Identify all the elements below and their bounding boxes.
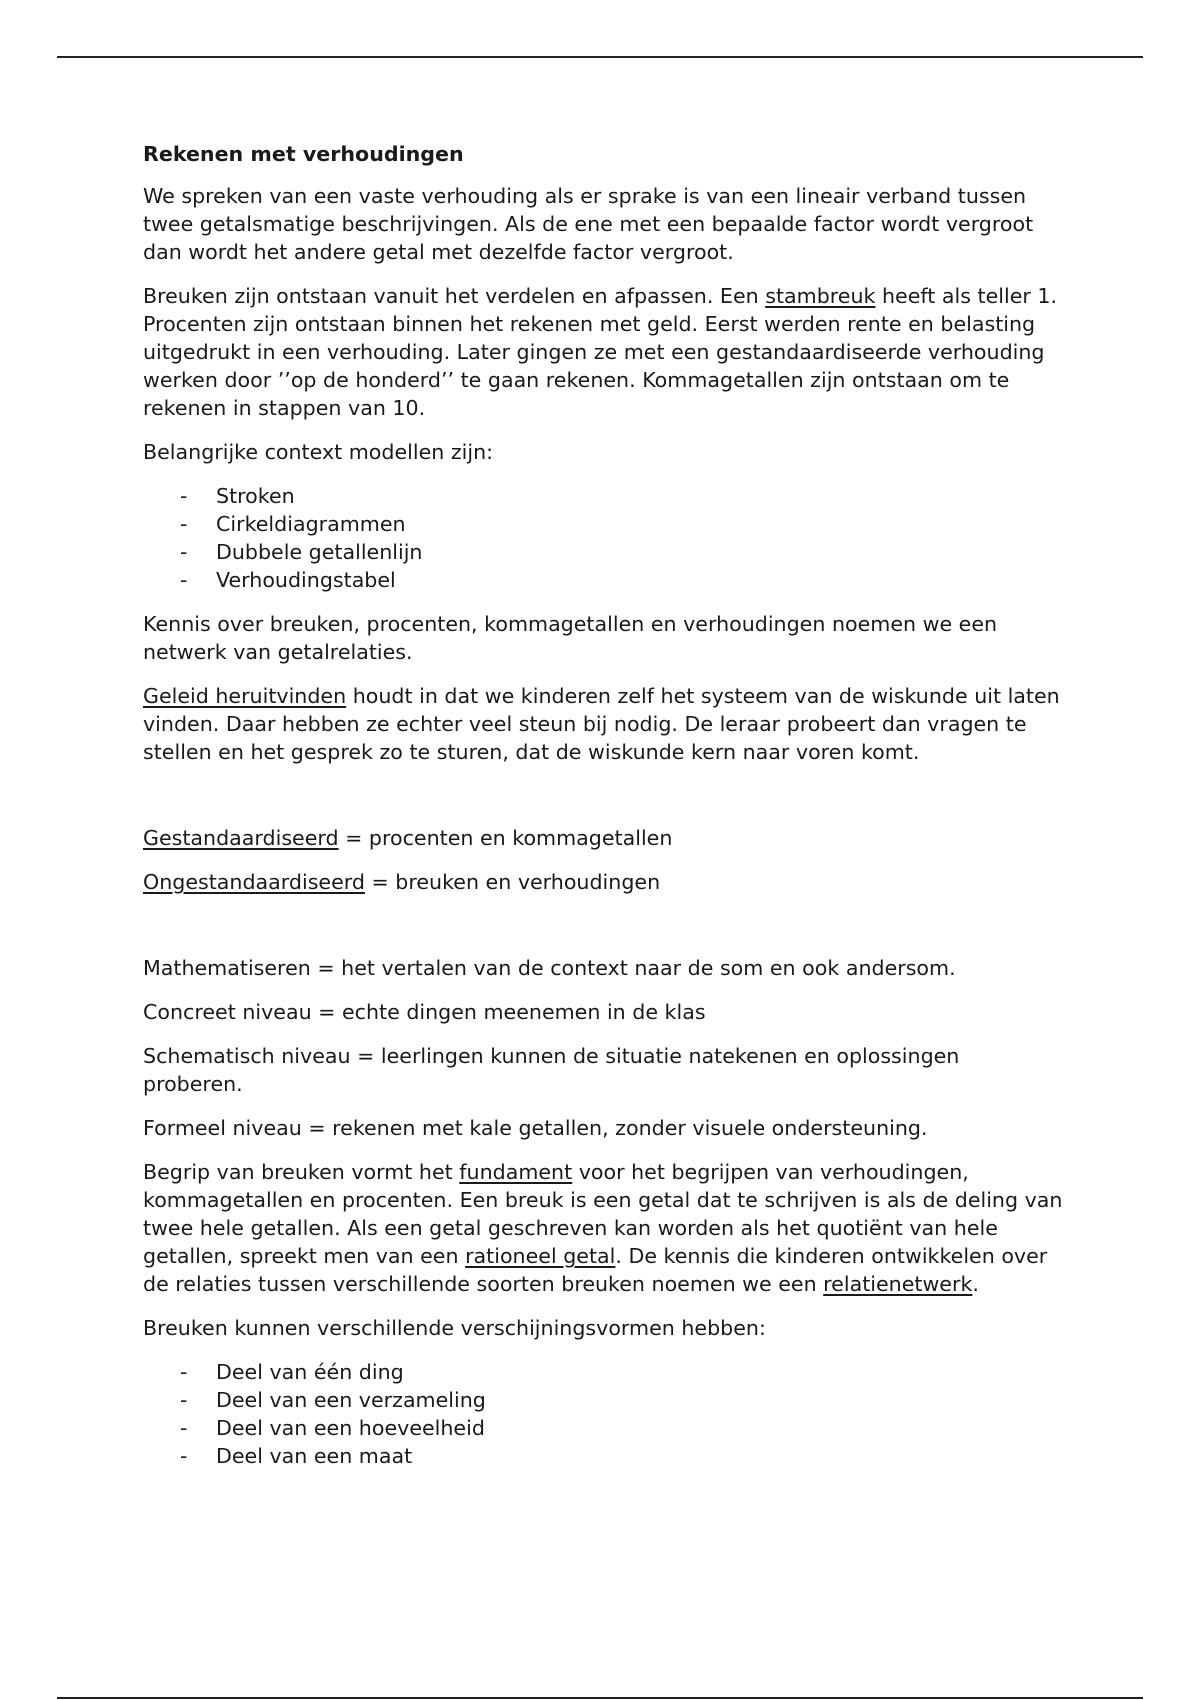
context-intro: Belangrijke context modellen zijn: [143, 440, 494, 464]
footer-rule [57, 1697, 1143, 1699]
forms-intro: Breuken kunnen verschillende verschijningsvormen hebben: [143, 1316, 766, 1340]
document-body [143, 140, 1063, 1486]
level-mathematiseren: Mathematiseren = het vertalen van de context naar de som en ook andersom. [143, 956, 956, 980]
list-item: - Dubbele getallenlijn [143, 538, 1063, 566]
paragraph-netwerk: Kennis over breuken, procenten, kommagetallen en verhoudingen noemen we een netwerk van getalrelaties. [143, 612, 998, 664]
term-gestandaardiseerd: Gestandaardiseerd [143, 826, 339, 850]
definition-ongestandaardiseerd [143, 868, 1063, 896]
list-item: - Verhoudingstabel [143, 566, 1063, 594]
text-segment: houdt in dat we kinderen zelf het systeem van de wiskunde uit laten vinden. Daar hebben ze echter veel steun bij nodig. De leraar probeert dan vragen te stellen en het gesprek zo te sturen, dat de wiskunde kern naar voren komt. [143, 684, 1060, 764]
term-fundament: fundament [459, 1160, 573, 1184]
term-geleid-heruitvinden: Geleid heruitvinden [143, 684, 347, 708]
text-segment: . [972, 1272, 979, 1296]
document-title: Rekenen met verhoudingen [143, 142, 464, 166]
list-item: - Stroken [143, 482, 1063, 510]
text-segment: voor het begrijpen van verhoudingen, kommagetallen en procenten. Een breuk is een getal dat te schrijven is als de deling van twee hele getallen. Als een getal geschreven kan worden als het quotiënt van hele getallen, spreekt men van een [143, 1160, 1063, 1268]
text-segment: = breuken en verhoudingen [364, 870, 661, 894]
header-rule [57, 56, 1143, 58]
text-segment: . De kennis die kinderen ontwikkelen over de relaties tussen verschillende soorten breuken noemen we een [143, 1244, 1048, 1296]
term-ongestandaardiseerd: Ongestandaardiseerd [143, 870, 365, 894]
paragraph-begrip-breuken [143, 1158, 1063, 1298]
text-segment: heeft als teller 1. Procenten zijn ontstaan binnen het rekenen met geld. Eerst werden rente en belasting uitgedrukt in een verhouding. Later gingen ze met een gestandaardiseerde verhouding werken door ’’op de honderd’’ te gaan rekenen. Kommagetallen zijn ontstaan om te rekenen in stappen van 10. [143, 284, 1058, 420]
list-item: - Cirkeldiagrammen [143, 510, 1063, 538]
level-formeel: Formeel niveau = rekenen met kale getallen, zonder visuele ondersteuning. [143, 1116, 928, 1140]
list-item: - Deel van een maat [143, 1442, 1063, 1470]
paragraph-geleid-heruitvinden [143, 682, 1063, 766]
paragraph-ontstaan [143, 282, 1063, 422]
text-segment: Breuken zijn ontstaan vanuit het verdelen en afpassen. Een [143, 284, 766, 308]
definition-gestandaardiseerd [143, 824, 1063, 852]
text-segment: Begrip van breuken vormt het [143, 1160, 460, 1184]
list-item: - Deel van een hoeveelheid [143, 1414, 1063, 1442]
level-schematisch: Schematisch niveau = leerlingen kunnen de situatie natekenen en oplossingen proberen. [143, 1044, 960, 1096]
paragraph-vaste-verhouding: We spreken van een vaste verhouding als er sprake is van een lineair verband tussen twee getalsmatige beschrijvingen. Als de ene met een bepaalde factor wordt vergroot dan wordt het andere getal met dezelfde factor vergroot. [143, 184, 1034, 264]
list-item: - Deel van een verzameling [143, 1386, 1063, 1414]
level-concreet: Concreet niveau = echte dingen meenemen in de klas [143, 1000, 706, 1024]
context-models-list [143, 482, 1063, 594]
list-item: - Deel van één ding [143, 1358, 1063, 1386]
term-relatienetwerk: relatienetwerk [823, 1272, 973, 1296]
term-stambreuk: stambreuk [765, 284, 876, 308]
term-rationeel-getal: rationeel getal [465, 1244, 616, 1268]
forms-list [143, 1358, 1063, 1470]
text-segment: = procenten en kommagetallen [338, 826, 673, 850]
